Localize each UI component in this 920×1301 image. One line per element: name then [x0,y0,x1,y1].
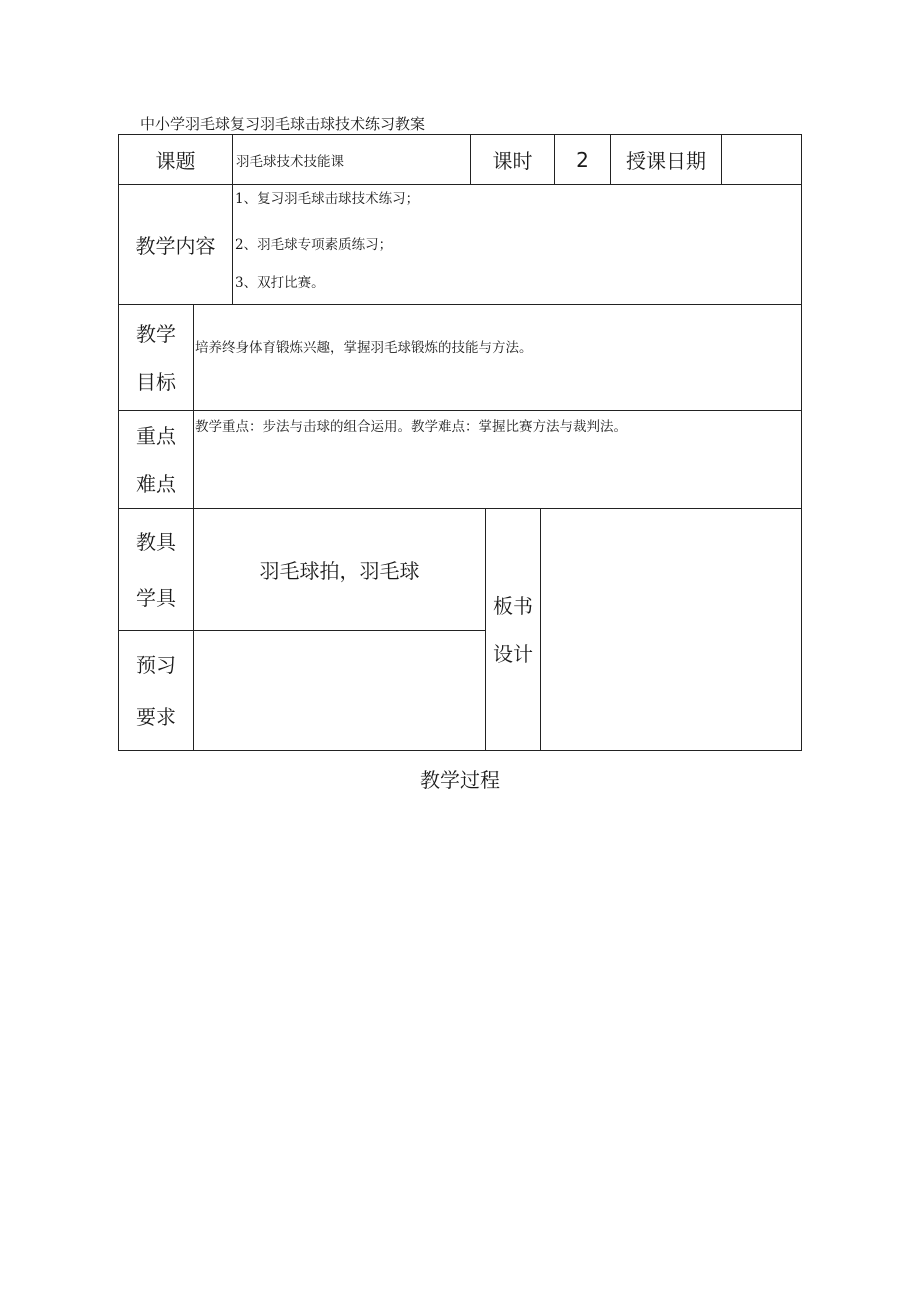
topic-label: 课题 [155,149,196,173]
table-border-right [801,134,802,751]
row-divider [118,304,802,305]
content-item: 1、复习羽毛球击球技术练习； [235,191,420,207]
document-title: 中小学羽毛球复习羽毛球击球技术练习教案 [140,115,426,133]
content-item: 3、双打比赛。 [235,275,325,291]
preview-label [119,631,193,750]
goal-label [119,305,193,410]
board-label-line: 设计 [493,641,533,666]
hours-value: 2 [576,147,589,172]
tools-value: 羽毛球拍，羽毛球 [259,559,420,583]
table-border-bottom [118,750,802,751]
board-value [541,509,801,750]
goal-label-line: 目标 [136,369,176,394]
preview-label-line: 要求 [136,704,176,729]
key-label-line: 重点 [136,423,176,448]
tools-label-line: 教具 [136,529,176,554]
topic-value: 羽毛球技术技能课 [236,153,344,170]
date-label: 授课日期 [626,149,706,173]
goal-label-line: 教学 [136,321,176,346]
preview-value [194,631,485,750]
board-label-line: 板书 [493,593,533,618]
section-heading: 教学过程 [420,768,500,792]
key-label [119,411,193,508]
row-divider [118,410,802,411]
tools-label [119,509,193,630]
board-label [486,509,540,750]
key-label-line: 难点 [136,471,176,496]
preview-label-line: 预习 [136,652,176,677]
content-item: 2、羽毛球专项素质练习； [235,237,393,253]
col-divider [232,134,233,305]
content-label: 教学内容 [135,234,216,258]
goal-value: 培养终身体育锻炼兴趣，掌握羽毛球锻炼的技能与方法。 [195,340,533,356]
hours-label: 课时 [492,149,533,173]
key-value: 教学重点：步法与击球的组合运用。教学难点：掌握比赛方法与裁判法。 [195,419,627,435]
date-value [722,135,801,184]
tools-label-line: 学具 [136,585,176,610]
